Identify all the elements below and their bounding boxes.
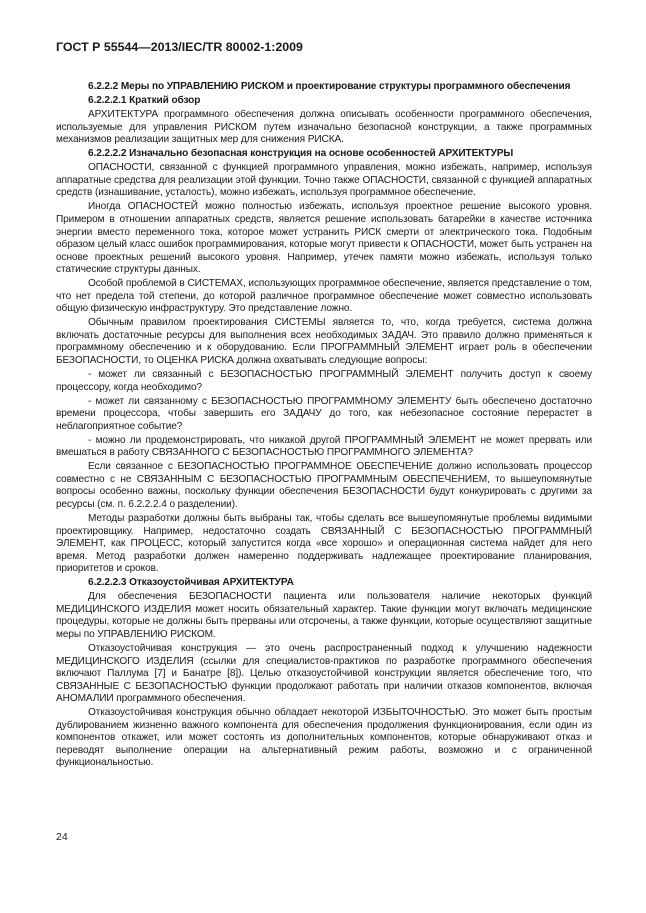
- document-body: [56, 81, 592, 771]
- body-paragraph: Обычным правилом проектирования СИСТЕМЫ является то, что, когда требуется, система должна включать достаточные ресурсы для выполнения всех необходимых ЗАДАЧ. Это правило должно применяться к программному обеспечению и к оборудованию. Если ПРОГРАММНЫЙ ЭЛЕМЕНТ играет роль в обеспечении БЕЗОПАСНОСТИ, то ОЦЕНКА РИСКА должна охватывать следующие вопросы:: [56, 317, 592, 366]
- body-paragraph: Если связанное с БЕЗОПАСНОСТЬЮ ПРОГРАММНОЕ ОБЕСПЕЧЕНИЕ должно использовать процессор совместно с не СВЯЗАННЫМ С БЕЗОПАСНОСТЬЮ ПРОГРАММНЫМ ОБЕСПЕЧЕНИЕМ, то вышеупомянутые вопросы особенно важны, поскольку функции обеспечения БЕЗОПАСНОСТИ будут конкурировать с другими за ресурсы (см. п. 6.2.2.2.4 о разделении).: [56, 461, 592, 510]
- body-paragraph: Отказоустойчивая конструкция — это очень распространенный подход к улучшению надежности МЕДИЦИНСКОГО ИЗДЕЛИЯ (ссылки для специалистов-практиков по разработке программного обеспечения включают Паллума [7] и Банатре [8]). Целью отказоустойчивой конструкции является обеспечение того, что СВЯЗАННЫЕ С БЕЗОПАСНОСТЬЮ функции продолжают работать при наличии отказов компонентов, включая АНОМАЛИИ программного обеспечения.: [56, 643, 592, 705]
- body-paragraph: ОПАСНОСТИ, связанной с функцией программного управления, можно избежать, например, используя аппаратные средства для реализации этой функции. Точно также ОПАСНОСТИ, связанной с функцией аппаратных средств (изнашивание, усталость), можно избежать, используя программное обеспечение.: [56, 162, 592, 199]
- body-paragraph: Методы разработки должны быть выбраны так, чтобы сделать все вышеупомянутые проблемы видимыми проектировщику. Например, недостаточно создать СВЯЗАННЫЙ С БЕЗОПАСНОСТЬЮ ПРОГРАММНЫЙ ЭЛЕМЕНТ, как ПРОЦЕСС, который запустится когда «все хорошо» и операционная система найдет для него время. Метод разработки должен намеренно поддерживать надлежащее проектирование планирования, приоритетов и сроков.: [56, 513, 592, 575]
- list-item: - может ли связанный с БЕЗОПАСНОСТЬЮ ПРОГРАММНЫЙ ЭЛЕМЕНТ получить доступ к своему процессору, когда необходимо?: [56, 369, 592, 393]
- section-heading: 6.2.2.2.3 Отказоустойчивая АРХИТЕКТУРА: [88, 577, 294, 589]
- body-paragraph: АРХИТЕКТУРА программного обеспечения должна описывать особенности программного обеспечения, используемые для управления РИСКОМ путем изначально безопасной конструкции, а также программных механизмов реализации защитных мер для снижения РИСКА.: [56, 109, 592, 146]
- list-item: - можно ли продемонстрировать, что никакой другой ПРОГРАММНЫЙ ЭЛЕМЕНТ не может прервать или вмешаться в работу СВЯЗАННОГО С БЕЗОПАСНОСТЬЮ ПРОГРАММНОГО ЭЛЕМЕНТА?: [56, 434, 592, 459]
- section-heading: 6.2.2.2.1 Краткий обзор: [88, 95, 201, 107]
- page-number: 24: [56, 831, 68, 843]
- body-paragraph: Отказоустойчивая конструкция обычно обладает некоторой ИЗБЫТОЧНОСТЬЮ. Это может быть простым дублированием жизненно важного компонента для обеспечения продолжения функционирования, если один из компонентов откажет, или может состоять из дополнительных компонентов, которые обнаруживают отказ и переводят выполнение операции на альтернативный режим работы, возможно и с ограниченной функциональностью.: [56, 707, 592, 769]
- document-header: ГОСТ Р 55544—2013/IEC/TR 80002-1:2009: [56, 40, 303, 54]
- body-paragraph: Для обеспечения БЕЗОПАСНОСТИ пациента или пользователя наличие некоторых функций МЕДИЦИНСКОГО ИЗДЕЛИЯ может носить обязательный характер. Такие функции могут включать медицинские процедуры, которые не должны быть прерваны или отсрочены, а также функции, которые осуществляют защитные меры по УПРАВЛЕНИЮ РИСКОМ.: [56, 591, 592, 640]
- body-paragraph: Особой проблемой в СИСТЕМАХ, использующих программное обеспечение, является представление о том, что нет предела той степени, до которой различное программное обеспечение может совместно использовать общую физическую инфраструктуру. Это представление ложно.: [56, 278, 592, 315]
- body-paragraph: Иногда ОПАСНОСТЕЙ можно полностью избежать, используя проектное решение высокого уровня. Примером в отношении аппаратных средств, является решение использовать батарейки в качестве источника энергии вместо переменного тока, которое может устранить РИСК смерти от электрического тока. Подобным образом целый класс ошибок программирования, которые могут привести к ОПАСНОСТИ, может быть устранен на основе проектных решений высокого уровня. Например, утечек памяти можно избежать, используя только статические структуры данных.: [56, 201, 592, 276]
- list-item: - может ли связанному с БЕЗОПАСНОСТЬЮ ПРОГРАММНОМУ ЭЛЕМЕНТУ быть обеспечено достаточно времени процессора, чтобы завершить его ЗАДАЧУ до того, как небезопасное состояние перерастет в неблагоприятное событие?: [56, 395, 592, 432]
- section-heading: 6.2.2.2 Меры по УПРАВЛЕНИЮ РИСКОМ и проектирование структуры программного обеспечения: [88, 81, 571, 92]
- section-heading: 6.2.2.2.2 Изначально безопасная конструкция на основе особенностей АРХИТЕКТУРЫ: [88, 148, 514, 160]
